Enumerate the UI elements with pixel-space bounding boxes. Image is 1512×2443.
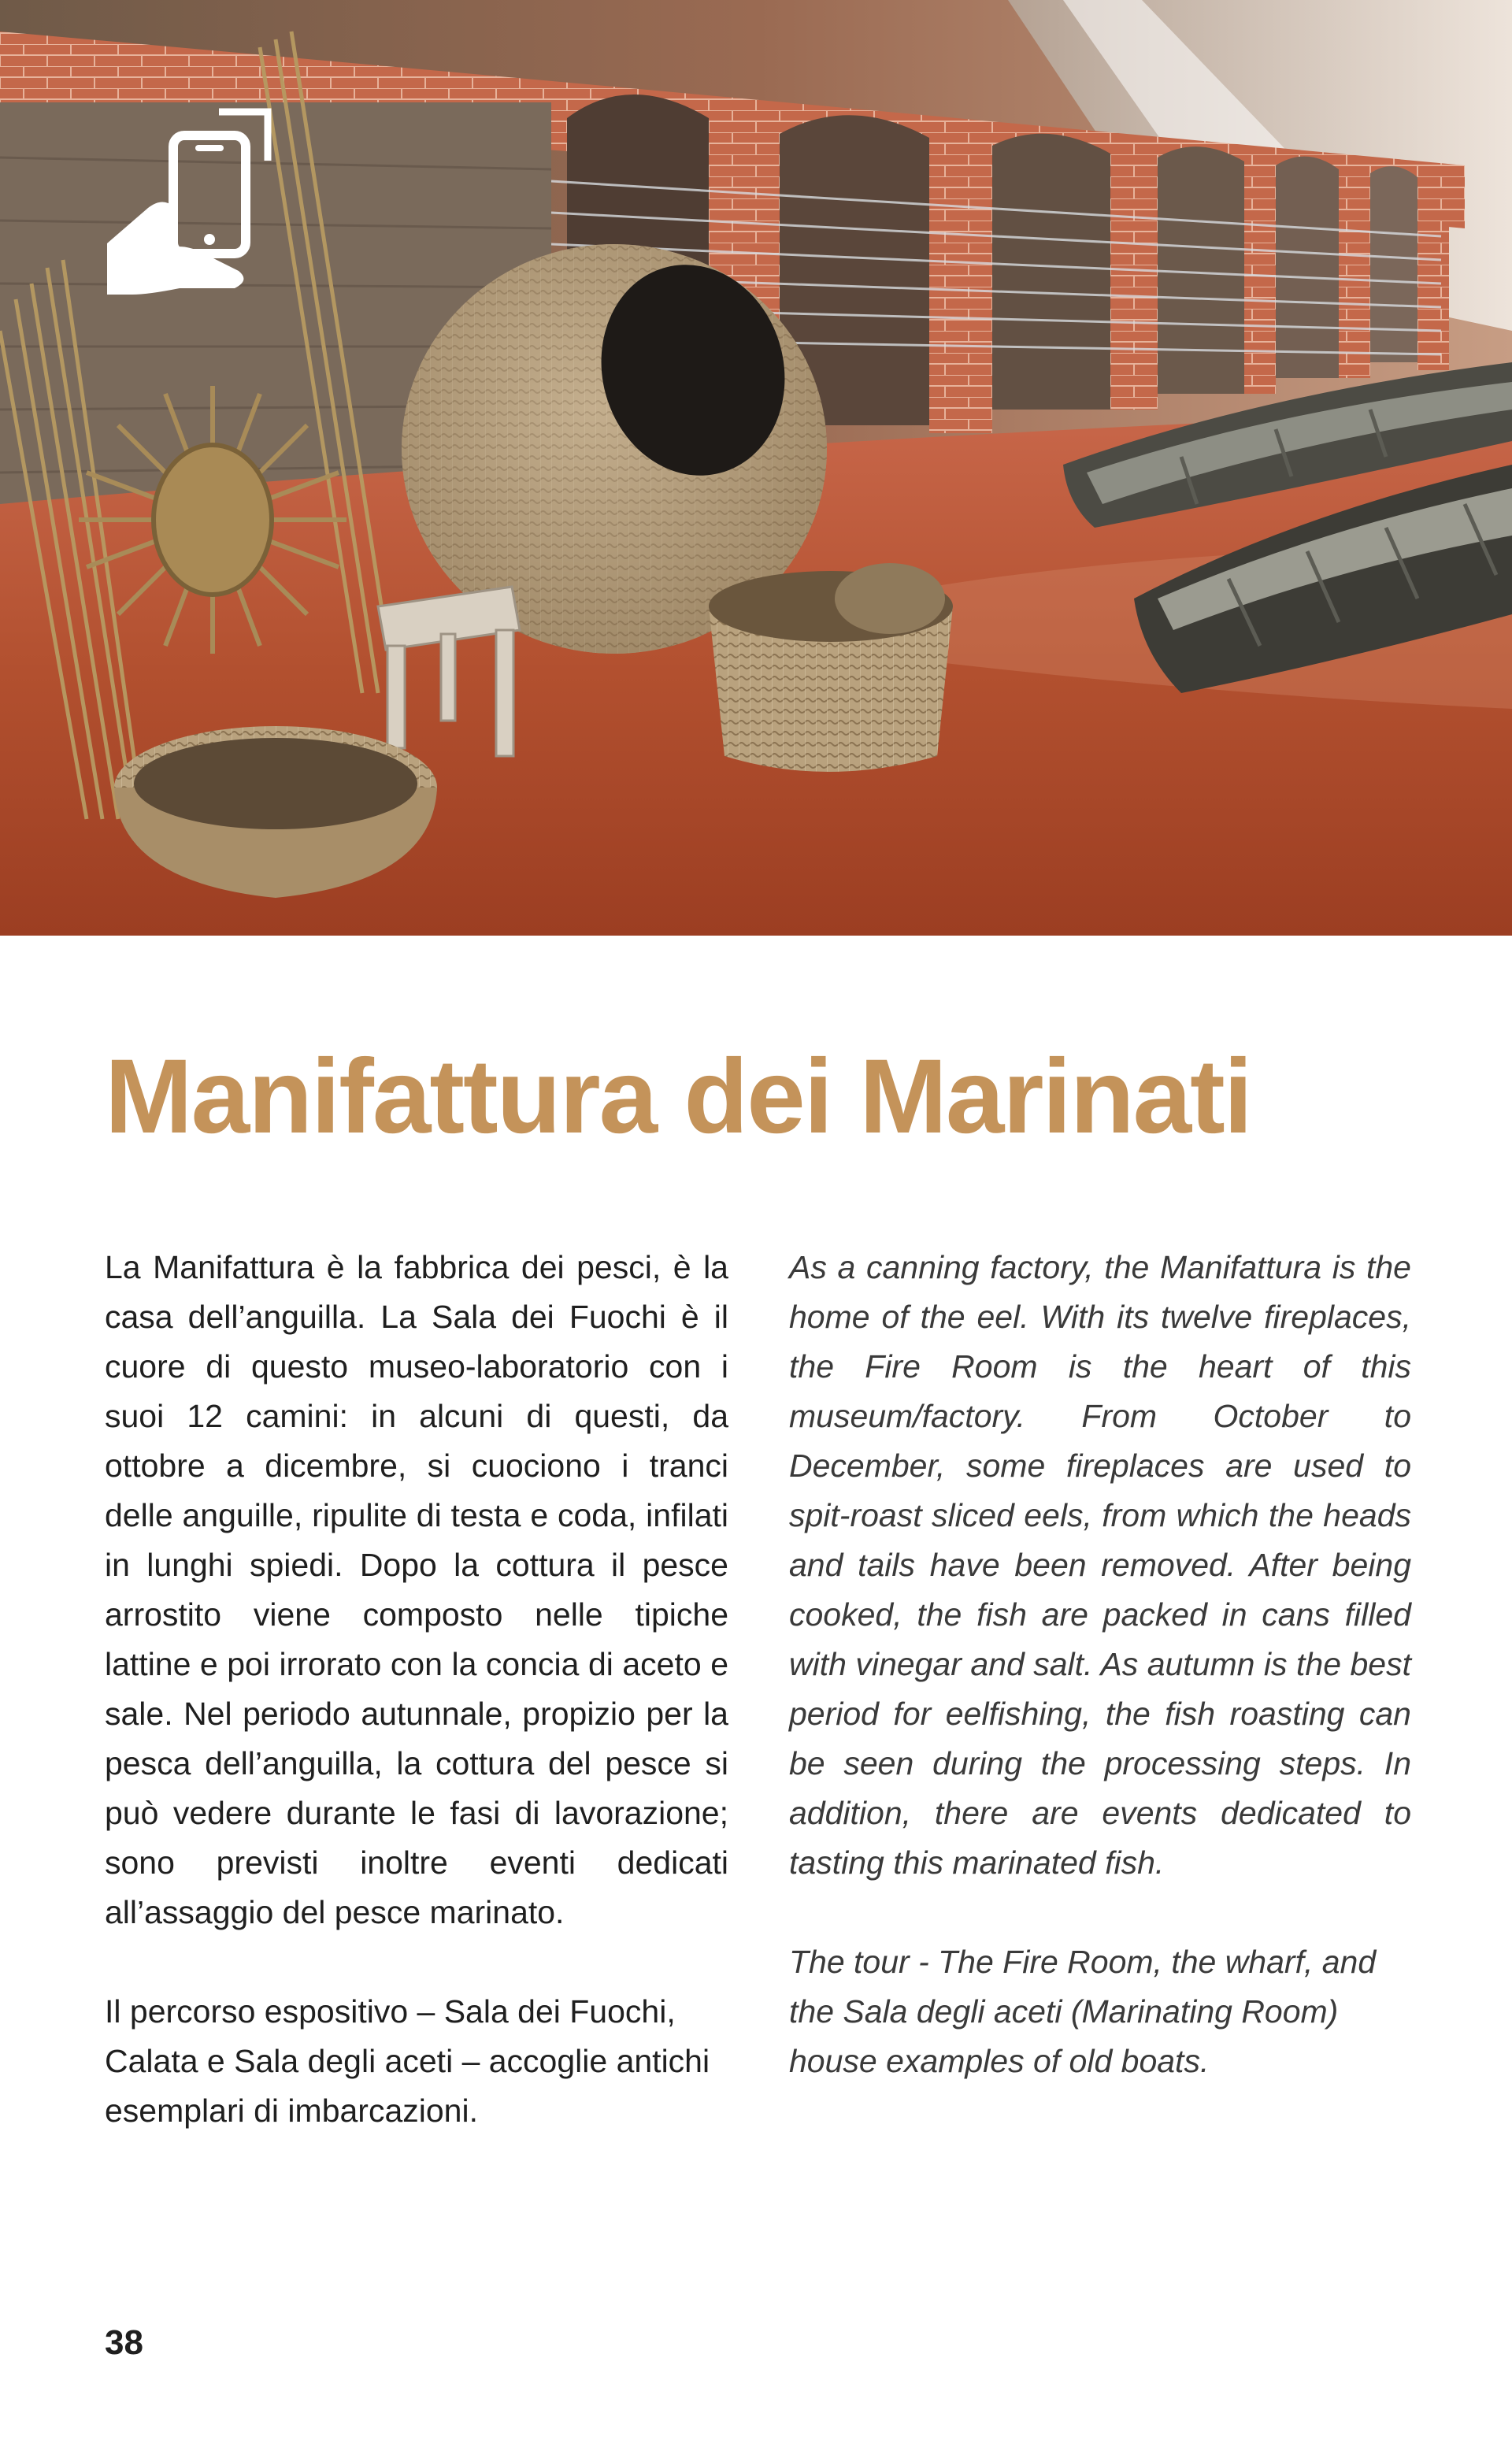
smartphone-hand-icon [101,106,274,299]
italian-paragraph: La Manifattura è la fabbrica dei pesci, è la casa dell’anguilla. La Sala dei Fuochi è il cuore di questo museo-laboratorio con i suoi 12 camini: in alcuni di questi, da ottobre a dicembre, si cuociono i tranci delle anguille, ripulite di testa e coda, infilati in lunghi spiedi. Dopo la cottura il pesce arrostito viene composto nelle tipiche lattine e poi irrorato con la concia di aceto e sale. Nel periodo autunnale, propizio per la pesca dell’anguilla, la cottura del pesce si può vedere durante le fasi di lavorazione; sono previsti inoltre eventi dedicati all’assaggio del pesce marinato. [105,1249,728,1930]
english-text-column [789,1243,1411,2136]
italian-paragraph: Il percorso espositivo – Sala dei Fuochi, Calata e Sala degli aceti – accoglie antichi esemplari di imbarcazioni. [105,1993,710,2129]
hero-photo [0,0,1512,936]
english-paragraph: The tour - The Fire Room, the wharf, and the Sala degli aceti (Marinating Room) house examples of old boats. [789,1944,1377,2079]
english-paragraph: As a canning factory, the Manifattura is the home of the eel. With its twelve fireplaces, the Fire Room is the heart of this museum/factory. From October to December, some fireplaces are used to spit-roast sliced eels, from which the heads and tails have been removed. After being cooked, the fish are packed in cans filled with vinegar and salt. As autumn is the best period for eelfishing, the fish roasting can be seen during the processing steps. In addition, there are events dedicated to tasting this marinated fish. [789,1249,1411,1881]
page-number: 38 [105,2323,143,2362]
italian-text-column [105,1243,728,2185]
page-title: Manifattura dei Marinati [105,1038,1251,1155]
